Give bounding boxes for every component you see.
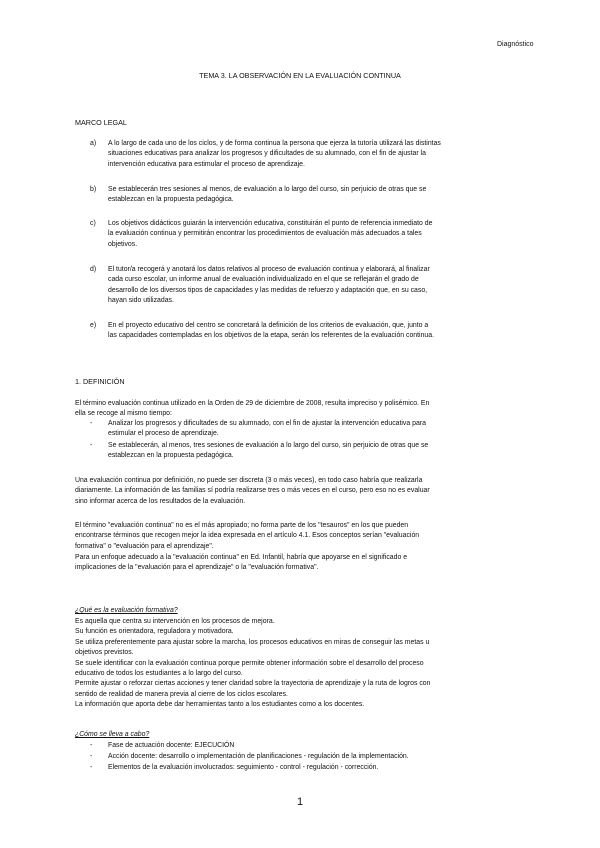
subsection-heading-como: ¿Cómo se lleva a cabo? <box>75 731 150 738</box>
list-item: Fase de actuación docente: EJECUCIÓN <box>108 742 235 749</box>
list-item: Se establecerán tres sesiones al menos, de evaluación a lo largo del curso, sin perjuicio de otras que se establezcan en la propuesta pedagógica. <box>108 186 427 204</box>
list-item: Se establecerán, al menos, tres sesiones de evaluación a lo largo del curso, sin perjuicio de otras que se establezcan en la propuesta pedagógica. <box>108 442 429 460</box>
list-item: En el proyecto educativo del centro se concretará la definición de los criterios de evaluación, que, junto a las capacidades contempladas en los objetivos de la etapa, serán los referentes de la evaluación continua. <box>108 322 434 340</box>
page-header: Diagnóstico <box>497 41 534 48</box>
list-item: Analizar los progresos y dificultades de su alumnado, con el fin de ajustar la intervención educativa para estimular el proceso de aprendizaje. <box>108 420 426 438</box>
list-marker: - <box>90 420 93 427</box>
list-marker: e) <box>90 322 97 329</box>
paragraph: Para un enfoque adecuado a la "evaluación continua" en Ed. Infantil, habría que apoyarse en el significado e implicaciones de la "evaluación para el aprendizaje" o la "evaluación formativa". <box>75 554 408 572</box>
paragraph: El término evaluación continua utilizado en la Orden de 29 de diciembre de 2008, resulta impreciso y polisémico. En ella se recoge al mismo tiempo: <box>75 400 430 418</box>
list-marker: - <box>90 742 93 749</box>
list-item: Acción docente: desarrollo o implementación de planificaciones - regulación de la implementación. <box>108 753 409 760</box>
list-marker: b) <box>90 186 97 193</box>
list-item: Los objetivos didácticos guiarán la intervención educativa, constituirán el punto de referencia inmediato de la evaluación continua y permitirán encontrar los procedimientos de evaluación más adecuados a tales objetivos. <box>108 220 433 248</box>
subsection-heading-formativa: ¿Qué es la evaluación formativa? <box>75 607 178 614</box>
list-marker: d) <box>90 266 97 273</box>
page-number: 1 <box>296 796 304 808</box>
document-title: TEMA 3. LA OBSERVACIÓN EN LA EVALUACIÓN CONTINUA <box>199 71 401 80</box>
list-marker: - <box>90 764 93 771</box>
list-marker: a) <box>90 140 97 147</box>
paragraph: Una evaluación continua por definición, no puede ser discreta (3 o más veces), en todo caso habría que realizarla diariamente. La información de las familias sí podría realizarse tres o más veces en el curso, pero eso no es evaluar sino informar acerca de los resultados de la evaluación. <box>75 477 430 505</box>
list-marker: c) <box>90 220 96 227</box>
paragraph: El término "evaluación continua" no es el más apropiado; no forma parte de los "tesauros" en los que pueden encontrarse términos que recogen mejor la idea expresada en el artículo 4.1. Esos conceptos serían "evaluación formativa" o "evaluación para el aprendizaje". <box>75 522 420 550</box>
list-item: Elementos de la evaluación involucrados: seguimiento - control - regulación - corrección. <box>108 764 379 771</box>
paragraph: Es aquella que centra su intervención en los procesos de mejora. Su función es orientadora, reguladora y motivadora. Se utiliza preferentemente para ajustar sobre la marcha, los procesos educativos en miras de conseguir las metas u objetivos previstos. Se suele identificar con la evaluación continua porque permite obtener información sobre el desarrollo del proceso educativo de todos los estudiantes a lo largo del curso. Permite ajustar o reforzar ciertas acciones y tener claridad sobre la trayectoria de aprendizaje y la ruta de logros con sentido de realidad de manera previa al cierre de los ciclos escolares. La información que aporta debe dar herramientas tanto a los estudiantes como a los docentes. <box>75 618 431 709</box>
section-heading-definicion: 1. DEFINICIÓN <box>75 377 125 386</box>
list-marker: - <box>90 753 93 760</box>
list-item: A lo largo de cada uno de los ciclos, y de forma continua la persona que ejerza la tutoría utilizará las distintas situaciones educativas para analizar los progresos y dificultades de su alumnado, con el fin de ajustar la intervención educativa para estimular el proceso de aprendizaje. <box>108 140 441 168</box>
list-item: El tutor/a recogerá y anotará los datos relativos al proceso de evaluación continua y elaborará, al finalizar cada curso escolar, un informe anual de evaluación individualizado en el que se reflejarán el grado de desarrollo de los diversos tipos de capacidades y las medidas de refuerzo y adaptación que, en su caso, hayan sido utilizadas. <box>108 266 430 305</box>
list-marker: - <box>90 442 93 449</box>
section-heading-marco-legal: MARCO LEGAL <box>75 118 127 127</box>
